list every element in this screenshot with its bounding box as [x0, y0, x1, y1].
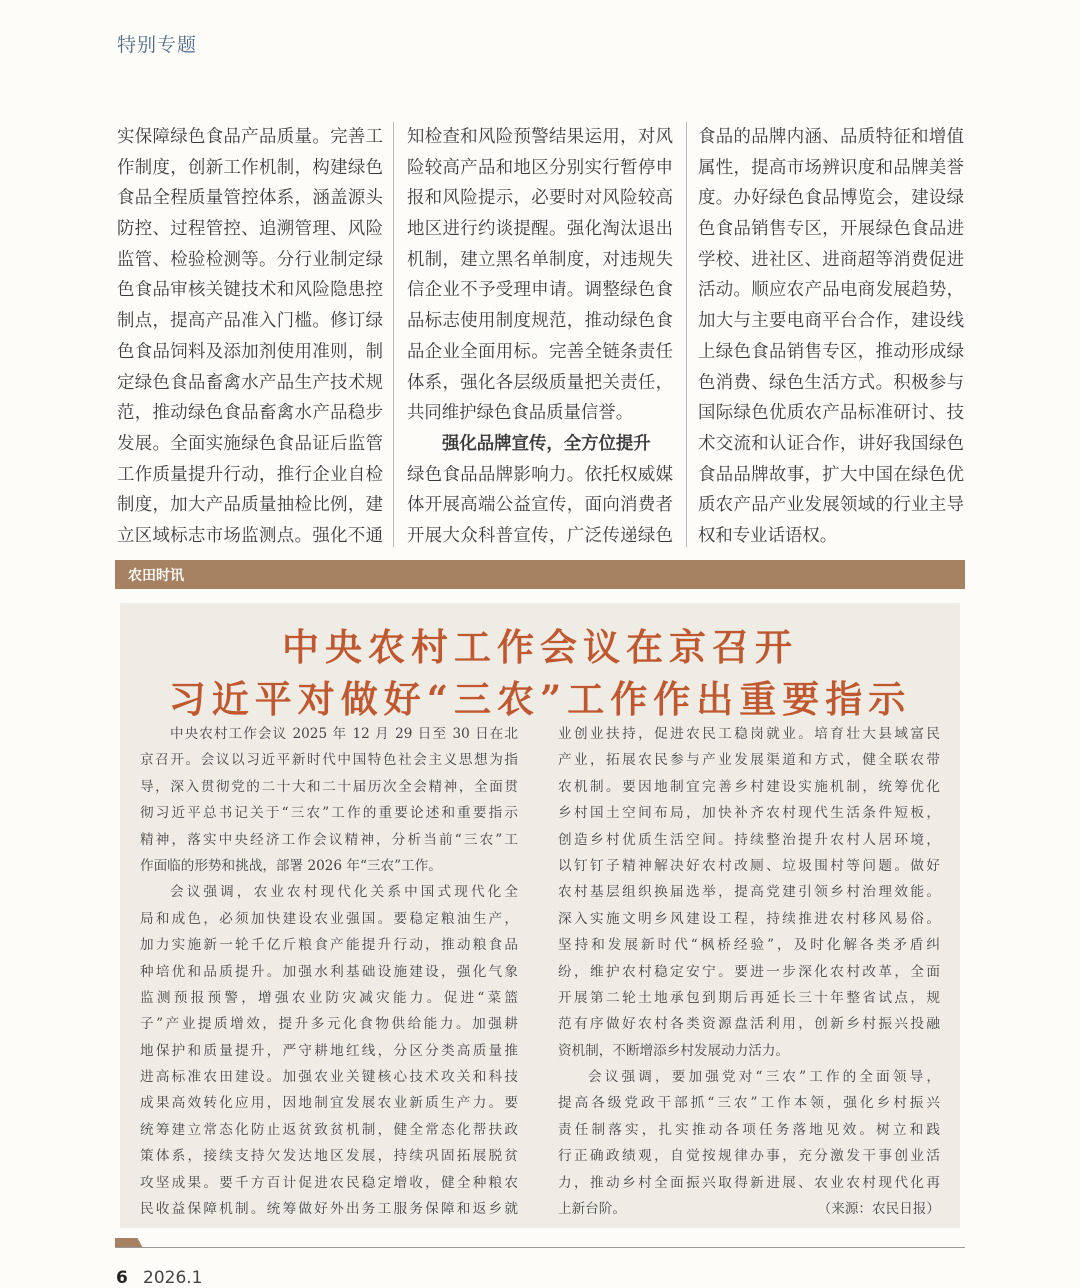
text-line: 报和风险提示，必要时对风险较高 — [407, 188, 673, 209]
text-line: 机制，建立黑名单制度，对违规失 — [407, 249, 673, 270]
text-line: 术交流和认证合作，讲好我国绿色 — [698, 433, 964, 454]
text-line: 进高标准农田建设。加强农业关键核心技术攻关和科技 — [140, 1069, 518, 1086]
text-line: 上新台阶。 — [558, 1201, 626, 1218]
text-line: 会议强调，农业农村现代化关系中国式现代化全 — [170, 884, 518, 901]
text-line: 提高各级党政干部抓“三农”工作本领，强化乡村振兴 — [558, 1095, 940, 1112]
article-column-1 — [117, 122, 383, 552]
text-line: 活动。顺应农产品电商发展趋势， — [698, 280, 964, 301]
news-section-bar — [115, 560, 965, 589]
text-line: 导，深入贯彻党的二十大和二十届历次全会精神，全面贯 — [140, 778, 518, 795]
text-line: 乡村国土空间布局，加快补齐农村现代生活条件短板， — [558, 805, 940, 822]
issue-date: 2026.1 — [143, 1268, 203, 1288]
text-line: 色消费、绿色生活方式。积极参与 — [698, 372, 964, 393]
column-divider — [393, 122, 394, 547]
text-line: 权和专业话语权。 — [698, 525, 838, 546]
text-line: 绿色食品品牌影响力。依托权威媒 — [407, 464, 673, 485]
text-line: 精神，落实中央经济工作会议精神，分析当前“三农”工 — [140, 831, 518, 848]
text-line: 国际绿色优质农产品标准研讨、技 — [698, 403, 964, 424]
news-column-right — [558, 721, 940, 1222]
text-line: 险较高产品和地区分别实行暂停申 — [407, 157, 673, 178]
news-section-label: 农田时讯 — [128, 568, 184, 584]
text-line: 色食品销售专区，开展绿色食品进 — [698, 219, 964, 240]
text-line: 深入实施文明乡风建设工程，持续推进农村移风易俗。 — [558, 910, 940, 927]
text-line: 属性，提高市场辨识度和品牌美誉 — [698, 157, 964, 178]
text-line: 作面临的形势和挑战，部署 2026 年“三农”工作。 — [140, 857, 442, 874]
text-line: 共同维护绿色食品质量信誉。 — [407, 403, 634, 424]
news-title-line-1: 中央农村工作会议在京召开 — [282, 625, 798, 669]
text-line: 统筹建立常态化防止返贫致贫机制，健全常态化帮扶政 — [140, 1121, 518, 1138]
text-line: 纷，维护农村稳定安宁。要进一步深化农村改革，全面 — [558, 963, 940, 980]
article-column-2 — [407, 122, 673, 552]
text-line: 京召开。会议以习近平新时代中国特色社会主义思想为指 — [140, 752, 518, 769]
text-line: 知检查和风险预警结果运用，对风 — [407, 127, 673, 147]
text-line: 实保障绿色食品产品质量。完善工 — [117, 127, 383, 147]
text-line: 食品全程质量管控体系，涵盖源头 — [117, 188, 383, 209]
text-line: 局和成色，必须加快建设农业强国。要稳定粮油生产， — [140, 910, 518, 927]
text-line: 加力实施新一轮千亿斤粮食产能提升行动，推动粮食品 — [140, 937, 518, 954]
article-column-3 — [698, 122, 964, 552]
paragraph-lead: 强化品牌宣传，全方位提升 — [442, 433, 651, 454]
text-line: 学校、进社区、进商超等消费促进 — [698, 249, 964, 270]
text-line: 业创业扶持，促进农民工稳岗就业。培育壮大县域富民 — [558, 726, 940, 742]
text-line: 资机制，不断增添乡村发展动力活力。 — [558, 1042, 790, 1059]
text-line: 种培优和品质提升。加强水利基础设施建设，强化气象 — [140, 963, 518, 980]
text-line: 制度，加大产品质量抽检比例，建 — [117, 495, 383, 516]
text-line: 成果高效转化应用，因地制宜发展农业新质生产力。要 — [140, 1095, 518, 1112]
text-line — [558, 1196, 940, 1222]
text-line: 防控、过程管控、追溯管理、风险 — [117, 219, 383, 240]
text-line: 坚持和发展新时代“枫桥经验”，及时化解各类矛盾纠 — [558, 937, 940, 954]
text-line: 地保护和质量提升，严守耕地红线，分区分类高质量推 — [140, 1042, 518, 1059]
text-line: 责任制落实，扎实推动各项任务落地见效。树立和践 — [558, 1121, 940, 1138]
text-line: 监管、检验检测等。分行业制定绿 — [117, 249, 383, 270]
text-line: 行正确政绩观，自觉按规律办事，充分激发干事创业活 — [558, 1148, 940, 1165]
footer-rule — [115, 1247, 965, 1248]
text-line: 以钉钉子精神解决好农村改厕、垃圾围村等问题。做好 — [558, 857, 940, 874]
text-line: 发展。全面实施绿色食品证后监管 — [117, 433, 383, 454]
text-line: 度。办好绿色食品博览会，建设绿 — [698, 188, 964, 209]
text-line: 民收益保障机制。统筹做好外出务工服务保障和返乡就 — [140, 1201, 518, 1218]
news-box — [120, 603, 960, 1228]
text-line: 色食品饲料及添加剂使用准则，制 — [117, 341, 383, 362]
text-line: 攻坚成果。要千方百计促进农民稳定增收，健全种粮农 — [140, 1174, 518, 1191]
text-line: 产业，拓展农民参与产业发展渠道和方式，健全联农带 — [558, 752, 940, 769]
text-line: 农村基层组织换届选举，提高党建引领乡村治理效能。 — [558, 884, 940, 901]
text-line: 监测预报预警，增强农业防灾减灾能力。促进“菜篮 — [140, 989, 518, 1006]
text-line: 开展第二轮土地承包到期后再延长三十年整省试点，规 — [558, 989, 940, 1006]
text-line: 质农产品产业发展领域的行业主导 — [698, 495, 964, 516]
text-line: 制点，提高产品准入门槛。修订绿 — [117, 311, 383, 332]
text-line: 加大与主要电商平台合作，建设线 — [698, 311, 964, 332]
text-line: 工作质量提升行动，推行企业自检 — [117, 464, 383, 485]
section-header: 特别专题 — [117, 34, 198, 56]
news-title-line-2: 习近平对做好“三农”工作作出重要指示 — [168, 677, 912, 721]
text-line: 体系，强化各层级质量把关责任， — [407, 372, 673, 393]
text-line: 食品的品牌内涵、品质特征和增值 — [698, 127, 964, 147]
text-line: 范有序做好农村各类资源盘活利用，创新乡村振兴投融 — [558, 1016, 940, 1033]
text-line: 体开展高端公益宣传，面向消费者 — [407, 495, 673, 516]
column-divider — [686, 122, 687, 547]
page-number: 6 — [116, 1268, 128, 1288]
text-line: 定绿色食品畜禽水产品生产技术规 — [117, 372, 383, 393]
text-line: 农机制。要因地制宜完善乡村建设实施机制，统筹优化 — [558, 778, 940, 795]
text-line: 彻习近平总书记关于“三农”工作的重要论述和重要指示 — [140, 805, 518, 822]
text-line: 范，推动绿色食品畜禽水产品稳步 — [117, 403, 383, 424]
text-line: 开展大众科普宣传，广泛传递绿色 — [407, 525, 673, 546]
text-line: 会议强调，要加强党对“三农”工作的全面领导， — [588, 1069, 940, 1086]
text-line: 色食品审核关键技术和风险隐患控 — [117, 280, 383, 301]
text-line: 立区域标志市场监测点。强化不通 — [117, 525, 383, 546]
text-line: 信企业不予受理申请。调整绿色食 — [407, 280, 673, 301]
text-line: 力，推动乡村全面振兴取得新进展、农业农村现代化再 — [558, 1174, 940, 1191]
text-line: 品企业全面用标。完善全链条责任 — [407, 341, 673, 362]
text-line: 创造乡村优质生活空间。持续整治提升农村人居环境， — [558, 831, 940, 848]
text-line: 子”产业提质增效，提升多元化食物供给能力。加强耕 — [140, 1016, 518, 1033]
text-line: 策体系，接续支持欠发达地区发展，持续巩固拓展脱贫 — [140, 1148, 518, 1165]
text-line: 作制度，创新工作机制，构建绿色 — [117, 157, 383, 178]
news-source: （来源：农民日报） — [817, 1201, 940, 1218]
text-line: 食品品牌故事，扩大中国在绿色优 — [698, 464, 964, 485]
text-line: 上绿色食品销售专区，推动形成绿 — [698, 341, 964, 362]
news-column-left — [140, 721, 518, 1222]
text-line: 品标志使用制度规范，推动绿色食 — [407, 311, 673, 332]
text-line: 地区进行约谈提醒。强化淘汰退出 — [407, 219, 673, 240]
text-line: 中央农村工作会议 2025 年 12 月 29 日至 30 日在北 — [170, 726, 518, 742]
